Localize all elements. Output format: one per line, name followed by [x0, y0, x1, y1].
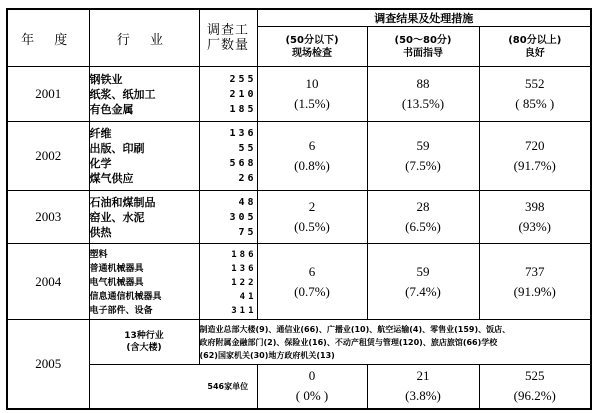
industry-detail-cell: [199, 320, 591, 365]
result-count: 737: [525, 263, 545, 279]
category-high-action: 良好: [524, 47, 545, 59]
industry-item: 出版、印刷: [89, 142, 145, 155]
category-high-score: (80分以上): [508, 34, 562, 46]
count-header: [199, 9, 257, 67]
result-count: 6: [308, 263, 316, 279]
result-percent: (13.5%): [401, 96, 445, 111]
result-count: 88: [416, 76, 430, 91]
industry-item: 纸浆、纸加工: [89, 87, 156, 101]
result-low-cell: [257, 67, 367, 122]
result-percent: (1.5%): [294, 96, 330, 111]
result-count: 6: [308, 138, 316, 153]
result-count: 59: [416, 138, 430, 153]
count-item: 568: [229, 158, 257, 169]
table-row: [7, 122, 591, 191]
result-percent: (0.7%): [294, 283, 330, 299]
result-count: 28: [416, 199, 430, 214]
count-item: 255: [229, 73, 257, 85]
result-percent: (91.9%): [513, 283, 556, 299]
count-cell: [199, 67, 257, 122]
result-high-cell: [479, 244, 591, 320]
result-count: 59: [416, 263, 430, 279]
year-cell: 2004: [7, 244, 89, 320]
result-percent: (6.5%): [405, 219, 441, 234]
result-count: 0: [308, 368, 316, 384]
industry-item: 信息通信机械器具: [89, 292, 162, 302]
year-header: 年 度: [7, 9, 89, 67]
industry-item: 化学: [89, 157, 112, 170]
industry-summary: 13种行业: [124, 331, 164, 341]
result-mid-cell: [367, 365, 479, 409]
industry-detail-line: 政府附属金融部门(2)、保险业(16)、不动产租赁与管理(120)、旅店旅馆(66)学校: [199, 337, 498, 347]
industry-summary-note: (含大楼): [126, 343, 162, 353]
table-row: [7, 191, 591, 244]
result-count: 10: [305, 76, 319, 91]
year-cell: 2001: [7, 67, 89, 122]
count-item: 26: [238, 173, 257, 184]
category-low-header: [257, 27, 367, 67]
survey-table: [6, 8, 592, 410]
category-high-header: [479, 27, 591, 67]
year-cell: 2003: [7, 191, 89, 244]
table-row: [7, 67, 591, 122]
count-header-text: 调查工厂数量: [206, 23, 249, 53]
count-cell: [199, 244, 257, 320]
industry-item: 钢铁业: [89, 72, 123, 86]
count-item: 186: [231, 250, 257, 260]
industry-cell: [89, 191, 199, 244]
count-cell: [199, 122, 257, 191]
industry-item: 塑料: [89, 250, 108, 260]
result-low-cell: [257, 365, 367, 409]
count-item: 185: [229, 103, 257, 115]
industry-cell: [89, 244, 199, 320]
industry-detail-line: (62)国家机关(30)地方政府机关(13): [199, 350, 335, 360]
table-row: [7, 244, 591, 320]
result-count: 720: [525, 138, 545, 153]
header-row-1: [7, 9, 591, 27]
result-mid-cell: [367, 244, 479, 320]
result-count: 2: [308, 199, 316, 214]
industry-item: 纤维: [89, 127, 112, 140]
industry-item: 窑业、水泥: [89, 210, 145, 224]
result-high-cell: [479, 191, 591, 244]
result-low-cell: [257, 122, 367, 191]
count-item: 41: [239, 292, 257, 302]
count-item: 136: [231, 264, 257, 274]
empty-cell: [89, 365, 199, 409]
result-high-cell: [479, 122, 591, 191]
result-header: 调查结果及处理措施: [257, 9, 591, 27]
category-mid-score: (50～80分): [394, 34, 452, 46]
result-count: 525: [525, 368, 545, 384]
result-percent: (7.5%): [405, 158, 441, 173]
result-count: 21: [416, 368, 430, 384]
count-item: 311: [231, 306, 257, 316]
count-item: 305: [229, 211, 257, 223]
industry-cell: [89, 320, 199, 365]
industry-detail-line: 制造业总部大楼(9)、通信业(66)、广播业(10)、航空运输(4)、零售业(159)、饭店、: [199, 324, 511, 334]
count-item: 75: [238, 226, 257, 238]
result-high-cell: [479, 67, 591, 122]
industry-item: 电子部件、设备: [89, 306, 153, 316]
industry-item: 有色金属: [89, 102, 134, 116]
result-count: 552: [525, 76, 545, 91]
result-percent: ( 85% ): [515, 96, 555, 111]
result-percent: ( 0% ): [295, 388, 329, 404]
category-mid-header: [367, 27, 479, 67]
result-mid-cell: [367, 191, 479, 244]
industry-item: 电气机械器具: [89, 278, 144, 288]
category-low-score: (50分以下): [285, 34, 339, 46]
industry-item: 石油和煤制品: [89, 195, 156, 209]
year-cell: 2005: [7, 320, 89, 409]
year-cell: 2002: [7, 122, 89, 191]
industry-item: 普通机械器具: [89, 264, 144, 274]
category-mid-action: 书面指导: [403, 47, 443, 59]
result-percent: (91.7%): [513, 158, 556, 173]
result-mid-cell: [367, 122, 479, 191]
count-item: 136: [229, 128, 257, 139]
count-item: 55: [238, 143, 257, 154]
category-low-action: 现场检查: [292, 47, 332, 59]
count-item: 122: [231, 278, 257, 288]
table-row-2005-bottom: [7, 365, 591, 409]
count-item: 48: [238, 196, 257, 208]
industry-item: 煤气供应: [89, 172, 134, 185]
count-cell: 546家单位: [199, 365, 257, 409]
industry-item: 供热: [89, 225, 112, 239]
result-percent: (7.4%): [405, 283, 441, 299]
result-percent: (0.8%): [294, 158, 330, 173]
table-row-2005-top: [7, 320, 591, 365]
industry-header: 行 业: [89, 9, 199, 67]
result-high-cell: [479, 365, 591, 409]
industry-cell: [89, 67, 199, 122]
result-percent: (96.2%): [513, 388, 556, 404]
result-percent: (0.5%): [294, 219, 330, 234]
result-count: 398: [525, 199, 545, 214]
result-percent: (3.8%): [405, 388, 441, 404]
result-low-cell: [257, 244, 367, 320]
count-cell: [199, 191, 257, 244]
result-low-cell: [257, 191, 367, 244]
result-percent: (93%): [518, 219, 551, 234]
industry-cell: [89, 122, 199, 191]
result-mid-cell: [367, 67, 479, 122]
count-item: 210: [229, 88, 257, 100]
